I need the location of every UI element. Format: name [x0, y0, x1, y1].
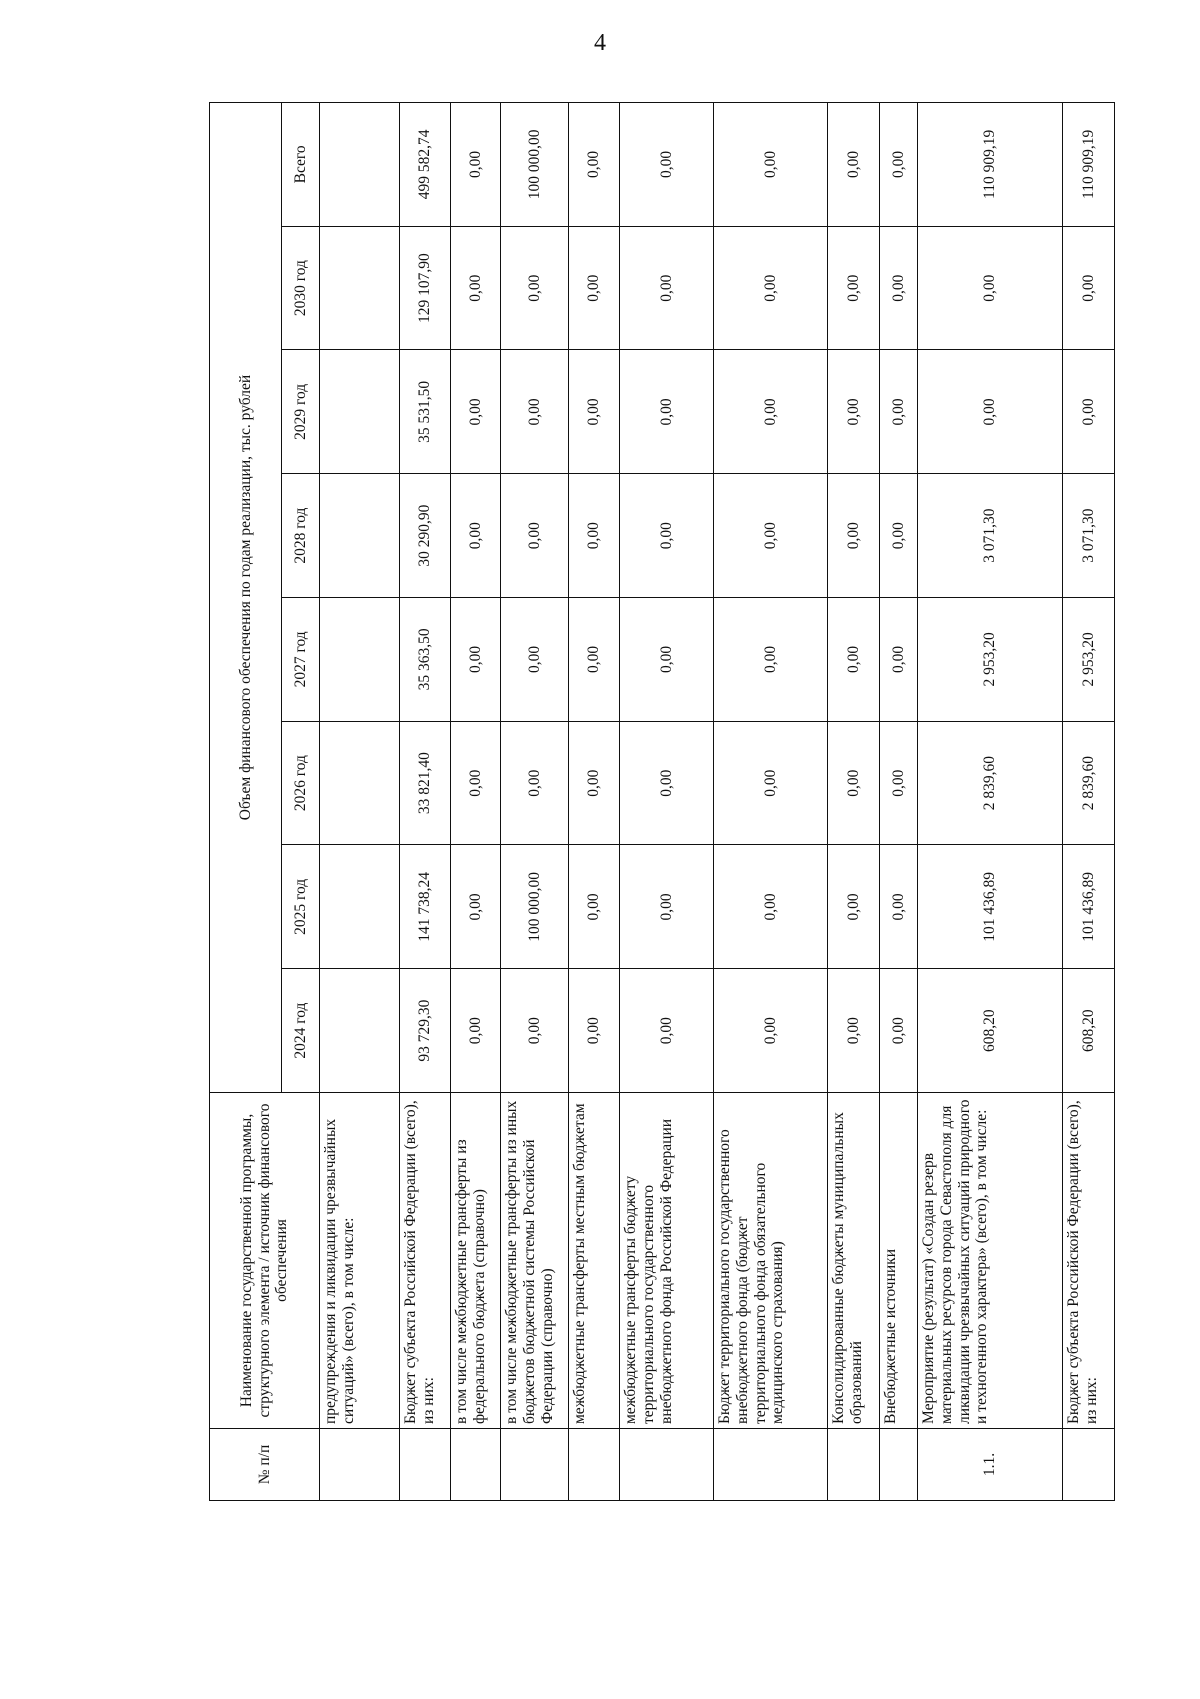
row-year-value: 0,00 [501, 350, 569, 474]
row-year-value: 2 839,60 [918, 721, 1063, 845]
table-row [400, 103, 451, 1501]
row-year-value: 0,00 [880, 845, 918, 969]
row-year-value: 0,00 [918, 350, 1063, 474]
row-number [501, 1429, 569, 1501]
row-number [714, 1429, 828, 1501]
table-row [569, 103, 620, 1501]
row-year-value: 0,00 [918, 226, 1063, 350]
header-year: 2025 год [282, 845, 320, 969]
row-year-value: 0,00 [880, 350, 918, 474]
row-total-value [320, 103, 400, 227]
row-year-value: 0,00 [620, 226, 714, 350]
row-year-value: 0,00 [714, 474, 828, 598]
row-total-value: 0,00 [828, 103, 880, 227]
row-year-value: 608,20 [918, 969, 1063, 1093]
header-name: Наименование государственной программы, структурного элемента / источник финансового обеспечения [210, 1093, 320, 1429]
row-year-value: 0,00 [828, 969, 880, 1093]
header-total: Всего [282, 103, 320, 227]
header-year: 2026 год [282, 721, 320, 845]
row-total-value: 0,00 [451, 103, 501, 227]
row-year-value: 0,00 [620, 350, 714, 474]
header-year: 2030 год [282, 226, 320, 350]
row-year-value: 30 290,90 [400, 474, 451, 598]
row-year-value: 33 821,40 [400, 721, 451, 845]
row-name: в том числе межбюджетные трансферты из иных бюджетов бюджетной системы Российской Федерации (справочно) [501, 1093, 569, 1429]
table-row [451, 103, 501, 1501]
row-year-value: 0,00 [620, 845, 714, 969]
row-year-value: 0,00 [451, 721, 501, 845]
row-year-value [320, 350, 400, 474]
row-year-value: 0,00 [620, 598, 714, 722]
row-year-value: 141 738,24 [400, 845, 451, 969]
row-year-value: 0,00 [501, 969, 569, 1093]
table-body [320, 103, 1115, 1501]
row-year-value: 2 953,20 [918, 598, 1063, 722]
row-name: межбюджетные трансферты местным бюджетам [569, 1093, 620, 1429]
row-year-value: 0,00 [569, 598, 620, 722]
row-name: межбюджетные трансферты бюджету территориального государственного внебюджетного фонда Российской Федерации [620, 1093, 714, 1429]
row-year-value: 0,00 [620, 969, 714, 1093]
row-total-value: 0,00 [880, 103, 918, 227]
row-name: Внебюджетные источники [880, 1093, 918, 1429]
header-year: 2027 год [282, 598, 320, 722]
table-row [320, 103, 400, 1501]
row-name: Бюджет субъекта Российской Федерации (всего), из них: [1063, 1093, 1115, 1429]
row-year-value: 0,00 [880, 969, 918, 1093]
row-year-value: 3 071,30 [918, 474, 1063, 598]
row-total-value: 0,00 [714, 103, 828, 227]
row-number [400, 1429, 451, 1501]
row-year-value [320, 598, 400, 722]
row-year-value: 0,00 [880, 598, 918, 722]
row-name: Мероприятие (результат) «Создан резерв материальных ресурсов города Севастополя для ликвидации чрезвычайных ситуаций природного и техногенного характера» (всего), в том числе: [918, 1093, 1063, 1429]
table-row [501, 103, 569, 1501]
row-name: Бюджет территориального государственного внебюджетного фонда (бюджет территориального фонда обязательного медицинского страхования) [714, 1093, 828, 1429]
row-number [620, 1429, 714, 1501]
row-year-value: 0,00 [451, 845, 501, 969]
table-row [714, 103, 828, 1501]
row-name: Консолидированные бюджеты муниципальных образований [828, 1093, 880, 1429]
row-year-value: 0,00 [828, 474, 880, 598]
row-year-value: 0,00 [1063, 226, 1115, 350]
row-year-value: 0,00 [501, 721, 569, 845]
row-number: 1.1. [918, 1429, 1063, 1501]
row-year-value: 35 531,50 [400, 350, 451, 474]
row-total-value: 0,00 [569, 103, 620, 227]
row-year-value: 129 107,90 [400, 226, 451, 350]
row-year-value: 0,00 [880, 474, 918, 598]
row-year-value: 0,00 [828, 226, 880, 350]
row-year-value [320, 226, 400, 350]
row-year-value: 0,00 [1063, 350, 1115, 474]
row-year-value [320, 721, 400, 845]
row-year-value: 101 436,89 [1063, 845, 1115, 969]
row-year-value: 0,00 [501, 598, 569, 722]
row-year-value: 93 729,30 [400, 969, 451, 1093]
row-year-value: 0,00 [620, 721, 714, 845]
row-year-value: 0,00 [714, 350, 828, 474]
row-number [828, 1429, 880, 1501]
row-year-value: 0,00 [501, 226, 569, 350]
row-number [320, 1429, 400, 1501]
row-year-value [320, 845, 400, 969]
row-year-value: 3 071,30 [1063, 474, 1115, 598]
header-year: 2024 год [282, 969, 320, 1093]
row-total-value: 110 909,19 [1063, 103, 1115, 227]
row-year-value: 0,00 [569, 721, 620, 845]
table-row [880, 103, 918, 1501]
header-num: № п/п [210, 1429, 320, 1501]
financing-table [209, 102, 1115, 1501]
row-year-value: 0,00 [714, 598, 828, 722]
row-name: предупреждения и ликвидации чрезвычайных ситуаций» (всего), в том числе: [320, 1093, 400, 1429]
page-number: 4 [594, 30, 606, 56]
row-year-value: 101 436,89 [918, 845, 1063, 969]
row-year-value: 0,00 [451, 969, 501, 1093]
row-number [1063, 1429, 1115, 1501]
row-year-value: 0,00 [714, 721, 828, 845]
row-year-value: 0,00 [828, 598, 880, 722]
row-year-value: 0,00 [451, 350, 501, 474]
row-year-value: 0,00 [714, 845, 828, 969]
header-year: 2028 год [282, 474, 320, 598]
table-row [918, 103, 1063, 1501]
row-year-value: 0,00 [569, 226, 620, 350]
row-number [880, 1429, 918, 1501]
row-year-value: 0,00 [569, 474, 620, 598]
row-year-value: 0,00 [714, 969, 828, 1093]
table-row [828, 103, 880, 1501]
row-year-value: 0,00 [451, 226, 501, 350]
row-year-value: 0,00 [451, 474, 501, 598]
row-year-value [320, 969, 400, 1093]
header-financing-group: Объем финансового обеспечения по годам реализации, тыс. рублей [210, 103, 282, 1093]
row-number [569, 1429, 620, 1501]
table-row [1063, 103, 1115, 1501]
row-year-value: 35 363,50 [400, 598, 451, 722]
header-year: 2029 год [282, 350, 320, 474]
row-total-value: 100 000,00 [501, 103, 569, 227]
row-total-value: 499 582,74 [400, 103, 451, 227]
row-year-value: 0,00 [828, 845, 880, 969]
financing-table-wrapper [209, 103, 1114, 1501]
row-year-value: 2 953,20 [1063, 598, 1115, 722]
row-year-value: 0,00 [569, 969, 620, 1093]
row-year-value: 0,00 [714, 226, 828, 350]
row-year-value: 0,00 [828, 350, 880, 474]
row-year-value: 0,00 [451, 598, 501, 722]
row-year-value: 0,00 [880, 226, 918, 350]
row-year-value: 2 839,60 [1063, 721, 1115, 845]
row-total-value: 110 909,19 [918, 103, 1063, 227]
row-name: в том числе межбюджетные трансферты из федерального бюджета (справочно) [451, 1093, 501, 1429]
row-year-value: 0,00 [828, 721, 880, 845]
row-year-value: 0,00 [620, 474, 714, 598]
row-year-value: 0,00 [501, 474, 569, 598]
table-row [620, 103, 714, 1501]
row-year-value [320, 474, 400, 598]
row-year-value: 0,00 [569, 350, 620, 474]
row-year-value: 100 000,00 [501, 845, 569, 969]
row-year-value: 0,00 [569, 845, 620, 969]
row-year-value: 0,00 [880, 721, 918, 845]
row-year-value: 608,20 [1063, 969, 1115, 1093]
row-number [451, 1429, 501, 1501]
row-total-value: 0,00 [620, 103, 714, 227]
row-name: Бюджет субъекта Российской Федерации (всего), из них: [400, 1093, 451, 1429]
